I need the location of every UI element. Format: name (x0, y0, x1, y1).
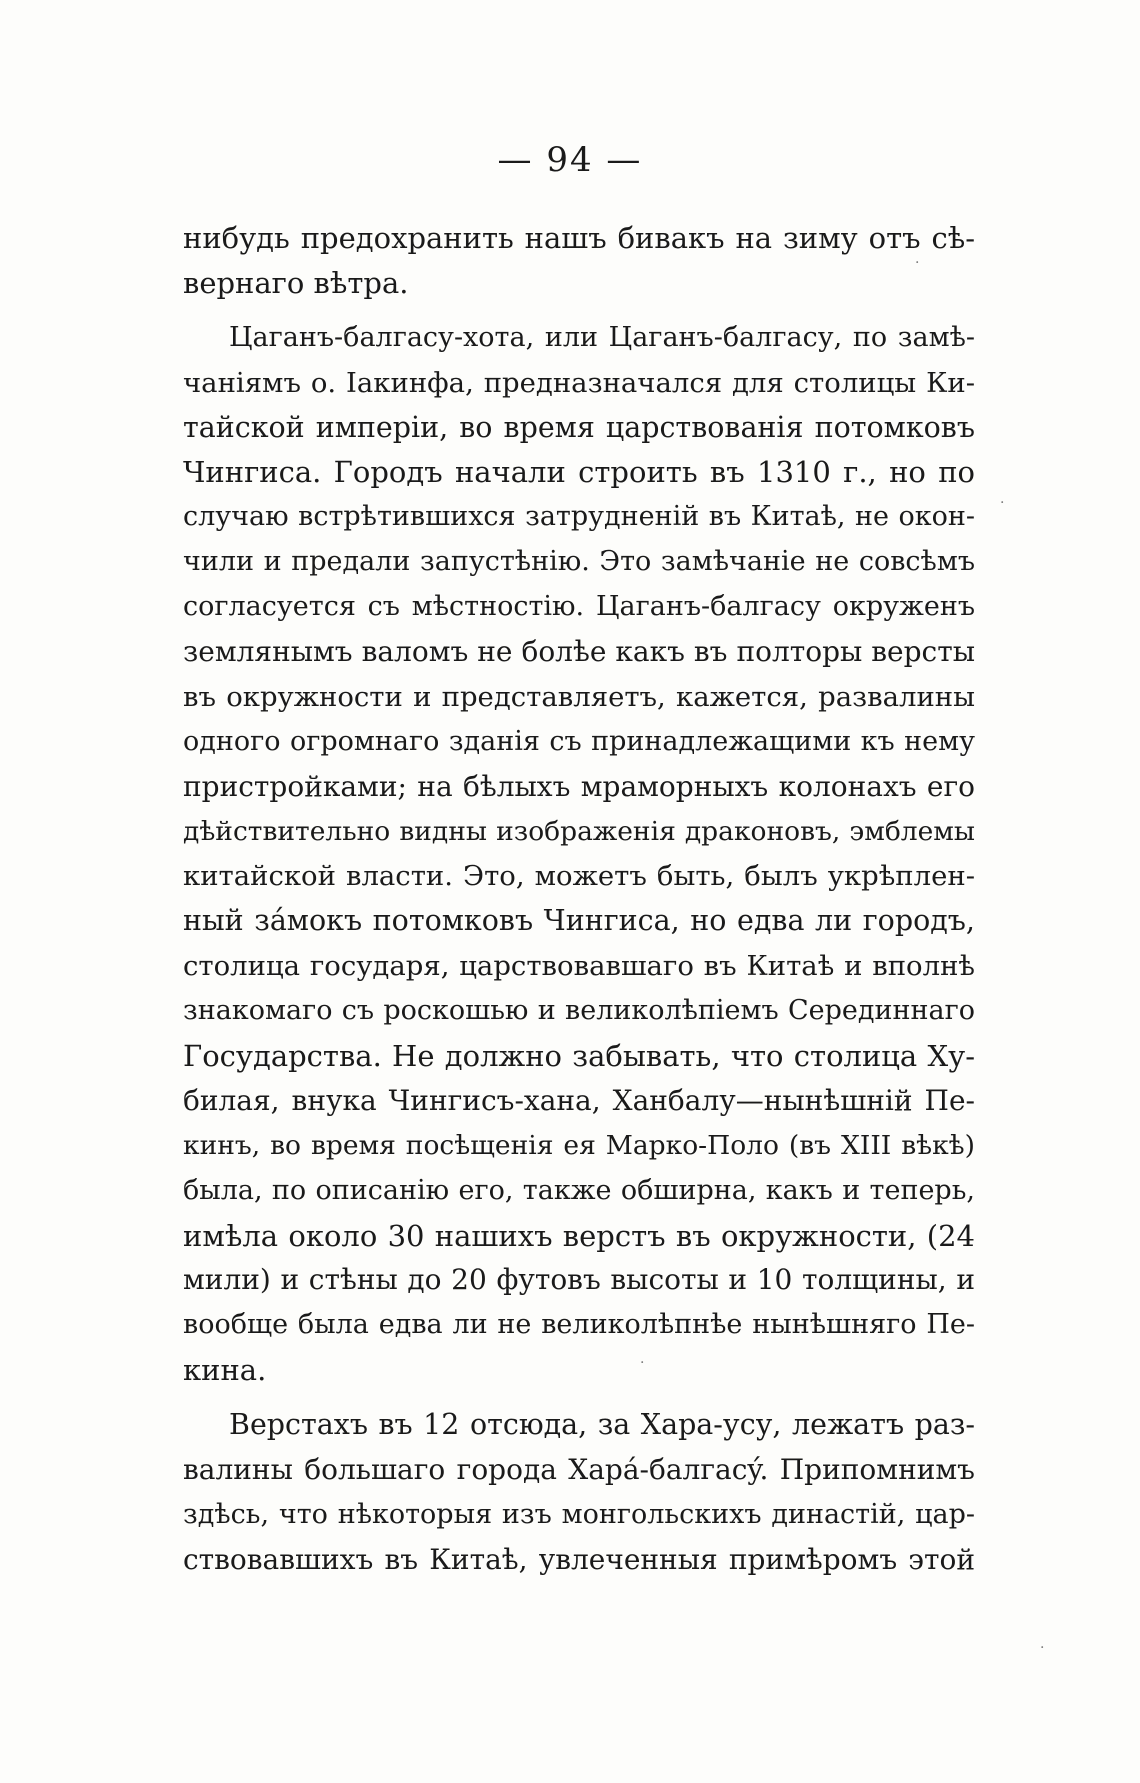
text-line: ствовавшихъ въ Китаѣ, увлеченныя примѣромъ этой (183, 1542, 975, 1576)
text-line: тайской имперіи, во время царствованія потомковъ (183, 410, 975, 444)
scan-speck: · (915, 255, 920, 271)
text-line: имѣла около 30 нашихъ верстъ въ окружности, (24 (183, 1218, 975, 1253)
scan-speck: · (1000, 495, 1005, 511)
text-line: Чингиса. Городъ начали строить въ 1310 г., но по (183, 455, 975, 490)
text-line: валины большаго города Харá-балгасý. Припомнимъ (183, 1453, 975, 1487)
text-line: кина. (183, 1353, 267, 1388)
text-line: столица государя, царствовавшаго въ Китаѣ и вполнѣ (183, 950, 975, 983)
text-line: въ окружности и представляетъ, кажется, развалины (183, 680, 975, 713)
text-line: знакомаго съ роскошью и великолѣпіемъ Серединнаго (183, 995, 975, 1027)
paragraph (183, 316, 975, 1393)
paragraph (183, 1403, 975, 1583)
text-line: чаніямъ о. Іакинфа, предназначался для столицы Ки- (183, 366, 975, 399)
text-line: здѣсь, что нѣкоторыя изъ монгольскихъ династій, цар- (183, 1498, 975, 1530)
text-line: китайской власти. Это, можетъ быть, былъ укрѣплен- (183, 860, 975, 893)
text-line: Верстахъ въ 12 отсюда, за Хара-усу, лежатъ раз- (229, 1408, 975, 1442)
text-line: вообще была едва ли не великолѣпнѣе нынѣшняго Пе- (183, 1309, 975, 1341)
scan-speck: · (1040, 1640, 1045, 1656)
text-line: билая, внука Чингисъ-хана, Ханбалу—нынѣшній Пе- (183, 1083, 975, 1117)
text-line: Цаганъ-балгасу-хота, или Цаганъ-балгасу, по замѣ- (229, 321, 975, 353)
text-line: Государства. Не должно забывать, что столица Ху- (183, 1039, 975, 1074)
text-line: мили) и стѣны до 20 футовъ высоты и 10 толщины, и (183, 1263, 975, 1297)
text-line: кинъ, во время посѣщенія ея Марко-Поло (въ XIII вѣкѣ) (183, 1129, 975, 1161)
text-line: вернаго вѣтра. (183, 265, 409, 300)
text-line: дѣйствительно видны изображенія драконовъ, эмблемы (183, 815, 975, 847)
text-line: чили и предали запустѣнію. Это замѣчаніе не совсѣмъ (183, 546, 975, 578)
text-line: была, по описанію его, также обширна, какъ и теперь, (183, 1174, 975, 1206)
text-line: согласуется съ мѣстностію. Цаганъ-балгасу окруженъ (183, 591, 975, 623)
text-line: случаю встрѣтившихся затрудненій въ Китаѣ, не окон- (183, 501, 975, 533)
scan-speck: · (640, 1355, 645, 1371)
text-line: пристройками; на бѣлыхъ мраморныхъ колонахъ его (183, 769, 975, 803)
body-text (183, 216, 975, 1583)
paragraph (183, 216, 975, 306)
text-line: одного огромнаго зданія съ принадлежащими къ нему (183, 725, 975, 757)
page-number: — 94 — (497, 140, 643, 180)
text-line: ный зáмокъ потомковъ Чингиса, но едва ли городъ, (183, 904, 975, 938)
text-line: землянымъ валомъ не болѣе какъ въ полторы версты (183, 635, 975, 669)
text-line: нибудь предохранить нашъ бивакъ на зиму отъ сѣ- (183, 221, 975, 255)
